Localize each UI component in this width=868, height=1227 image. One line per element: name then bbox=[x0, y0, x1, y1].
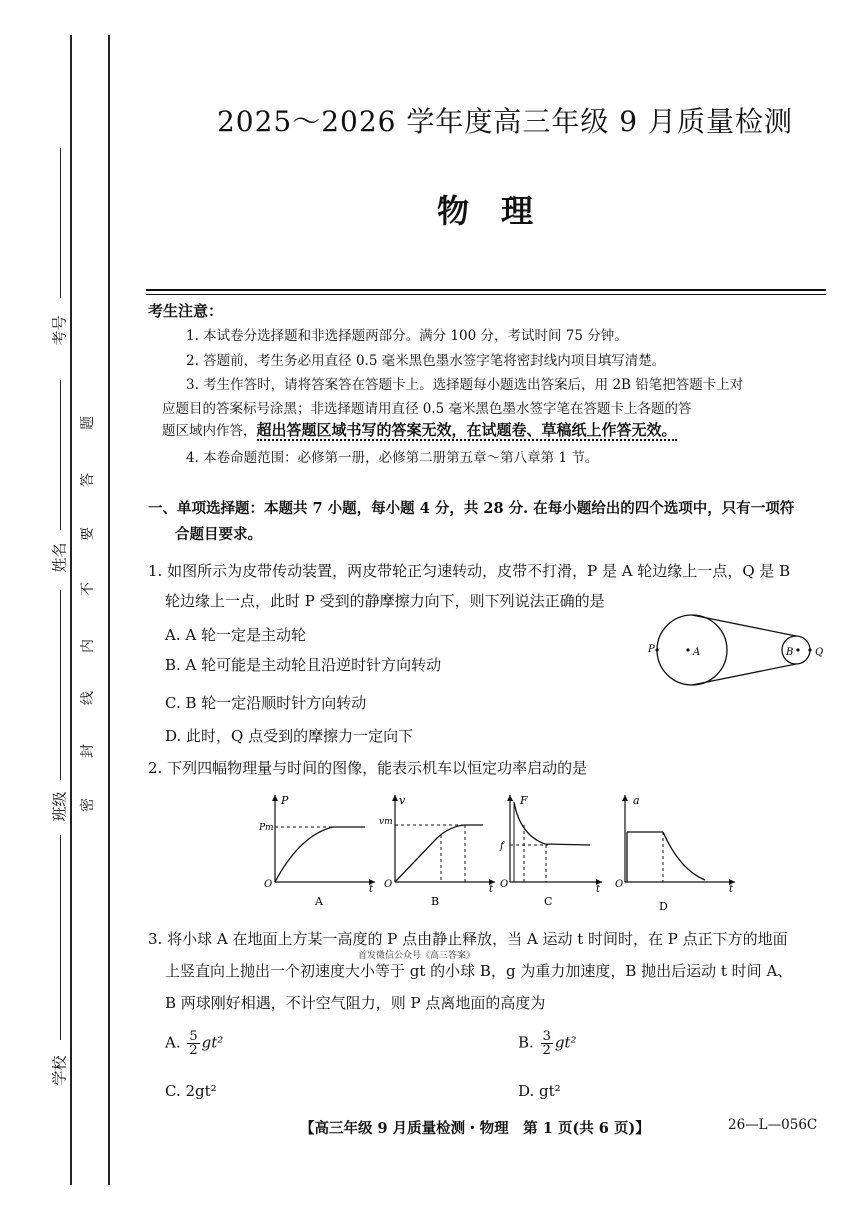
question-3-option-c: C. 2gt² bbox=[165, 1082, 217, 1100]
seal-char: 不 bbox=[80, 582, 96, 596]
option-a-prefix: A. bbox=[165, 1033, 181, 1052]
figure-label-b: B bbox=[786, 647, 794, 658]
page-footer: 【高三年级 9 月质量检测・物理 第 1 页(共 6 页)】 bbox=[300, 1120, 650, 1137]
graph-c-y-label: F bbox=[520, 794, 528, 807]
seal-char: 题 bbox=[80, 416, 96, 430]
option-a-denominator: 2 bbox=[189, 1043, 198, 1058]
notice-item: 应题目的答案标号涂黑；非选择题请用直径 0.5 毫米黑色墨水签字笔在答题卡上各题的答 bbox=[162, 401, 692, 417]
graph-d-origin: O bbox=[615, 879, 624, 890]
notice-item: 3. 考生作答时，请将答案答在答题卡上。选择题每小题选出答案后，用 2B 铅笔把答题卡上对 bbox=[186, 377, 744, 393]
question-3-stem: 3. 将小球 A 在地面上方某一高度的 P 点由静止释放，当 A 运动 t 时间时，在 P 点正下方的地面 bbox=[148, 930, 788, 948]
option-a-fraction bbox=[187, 1030, 199, 1057]
question-3-option-b bbox=[518, 1030, 577, 1057]
question-1-stem: 1. 如图所示为皮带传动装置，两皮带轮正匀速转动，皮带不打滑，P 是 A 轮边缘上一点，Q 是 B bbox=[148, 562, 791, 580]
notice-item: 题区域内作答， bbox=[162, 423, 257, 439]
exam-no-label: 考号 bbox=[50, 315, 69, 346]
question-1-option-a: A. A 轮一定是主动轮 bbox=[165, 626, 306, 644]
question-1-option-b: B. A 轮可能是主动轮且沿逆时针方向转动 bbox=[165, 656, 442, 674]
figure-label-a: A bbox=[693, 647, 701, 658]
name-label: 姓名 bbox=[50, 542, 69, 573]
option-b-denominator: 2 bbox=[542, 1043, 551, 1058]
question-1-option-c: C. B 轮一定沿顺时针方向转动 bbox=[165, 694, 367, 712]
notice-emphasis: 超出答题区域书写的答案无效，在试题卷、草稿纸上作答无效。 bbox=[256, 421, 677, 439]
notice-item: 2. 答题前，考生务必用直径 0.5 毫米黑色墨水签字笔将密封线内项目填写清楚。 bbox=[186, 353, 666, 369]
graph-b-x-label: t bbox=[489, 884, 494, 895]
subject-title: 物 理 bbox=[436, 192, 533, 230]
question-2-stem: 2. 下列四幅物理量与时间的图像，能表示机车以恒定功率启动的是 bbox=[148, 759, 588, 777]
seal-char: 线 bbox=[80, 691, 96, 705]
notice-item-lead bbox=[162, 419, 677, 440]
graph-d bbox=[605, 790, 745, 915]
option-b-tail: gt² bbox=[554, 1033, 577, 1052]
graph-c bbox=[490, 790, 610, 910]
graph-b-origin: O bbox=[384, 879, 393, 890]
graph-d-x-label: t bbox=[729, 884, 734, 895]
class-field[interactable] bbox=[60, 590, 61, 780]
graph-a-caption: A bbox=[315, 895, 323, 908]
question-1-stem-cont: 轮边缘上一点，此时 P 受到的静摩擦力向下，则下列说法正确的是 bbox=[165, 592, 605, 610]
graph-c-x-label: t bbox=[596, 884, 601, 895]
graph-d-y-label: a bbox=[633, 794, 640, 807]
school-label: 学校 bbox=[50, 1055, 69, 1086]
question-3-option-a bbox=[165, 1030, 223, 1057]
graph-a bbox=[255, 790, 385, 910]
seal-char: 封 bbox=[80, 744, 96, 758]
graph-c-mark: f bbox=[500, 841, 504, 852]
graph-b bbox=[375, 790, 505, 910]
option-b-prefix: B. bbox=[518, 1033, 534, 1052]
question-1-option-d: D. 此时，Q 点受到的摩擦力一定向下 bbox=[165, 727, 414, 745]
graph-b-caption: B bbox=[431, 895, 440, 908]
graph-d-caption: D bbox=[659, 900, 668, 913]
section-heading: 一、单项选择题：本题共 7 小题，每小题 4 分，共 28 分. 在每小题给出的四个选项中，只有一项符 bbox=[148, 500, 795, 517]
option-b-numerator: 3 bbox=[542, 1029, 551, 1044]
belt-pulley-figure bbox=[640, 605, 840, 695]
graph-b-mark: vm bbox=[379, 817, 393, 827]
option-a-numerator: 5 bbox=[189, 1029, 198, 1044]
option-a-tail: gt² bbox=[201, 1033, 224, 1052]
notice-heading: 考生注意： bbox=[148, 302, 224, 320]
seal-char: 密 bbox=[80, 798, 96, 812]
graph-b-y-label: v bbox=[399, 794, 406, 807]
seal-char: 要 bbox=[80, 527, 96, 541]
seal-char: 内 bbox=[80, 639, 96, 653]
header-rule-thin bbox=[146, 294, 826, 295]
question-3-stem-cont2: B 两球刚好相遇，不计空气阻力，则 P 点离地面的高度为 bbox=[165, 994, 546, 1012]
name-field[interactable] bbox=[60, 380, 61, 530]
graph-a-origin: O bbox=[264, 879, 273, 890]
paper-code: 26—L—056C bbox=[728, 1117, 818, 1133]
graph-c-caption: C bbox=[544, 895, 553, 908]
watermark: 首发微信公众号《高三答案》 bbox=[358, 951, 476, 961]
notice-item: 4. 本卷命题范围：必修第一册，必修第二册第五章～第八章第 1 节。 bbox=[186, 450, 599, 466]
question-3-option-d: D. gt² bbox=[518, 1082, 561, 1100]
notice-item: 1. 本试卷分选择题和非选择题两部分。满分 100 分，考试时间 75 分钟。 bbox=[186, 328, 628, 344]
header-rule bbox=[146, 289, 826, 291]
figure-label-q: Q bbox=[815, 647, 824, 658]
page-title: 2025～2026 学年度高三年级 9 月质量检测 bbox=[216, 105, 794, 138]
class-label: 班级 bbox=[50, 791, 69, 822]
figure-label-p: P bbox=[648, 644, 655, 655]
graph-c-origin: O bbox=[500, 879, 509, 890]
option-b-fraction bbox=[541, 1030, 553, 1057]
graph-a-y-label: P bbox=[281, 794, 289, 807]
graph-a-x-label: t bbox=[369, 884, 374, 895]
school-field[interactable] bbox=[60, 835, 61, 1040]
question-3-stem-cont: 上竖直向上抛出一个初速度大小等于 gt 的小球 B，g 为重力加速度，B 抛出后运动 t 时间 A、 bbox=[165, 962, 793, 980]
section-heading-cont: 合题目要求。 bbox=[175, 526, 262, 543]
graph-a-mark: Pm bbox=[259, 823, 274, 833]
seal-char: 答 bbox=[80, 473, 96, 487]
